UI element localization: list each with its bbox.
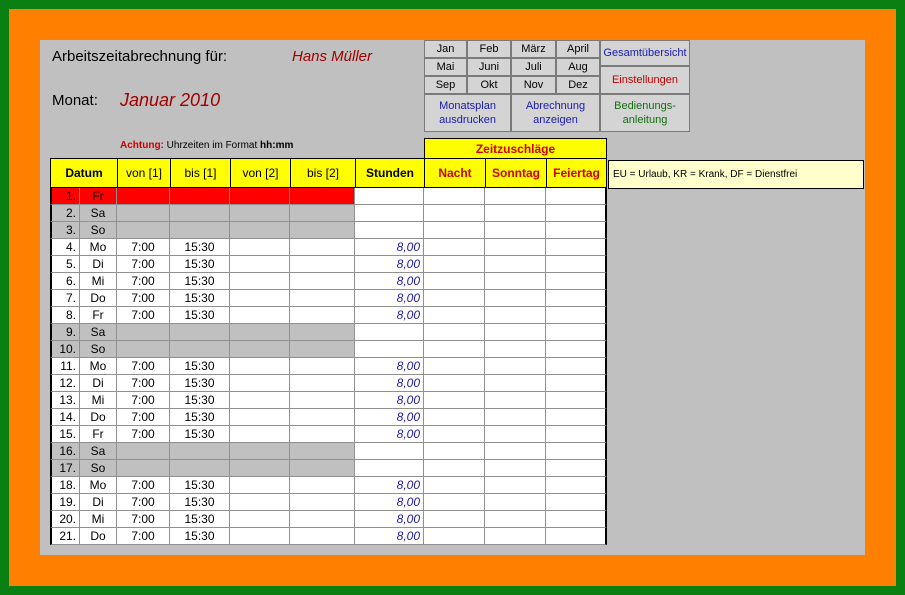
cell-von1[interactable] (117, 443, 170, 460)
cell-von1[interactable]: 7:00 (117, 358, 170, 375)
table-row (50, 528, 607, 545)
table-row (50, 239, 607, 256)
cell-weekday[interactable]: So (80, 222, 117, 239)
cell-von1[interactable] (117, 460, 170, 477)
cell-day[interactable]: 1. (50, 188, 80, 205)
print-plan-label-1: Monatsplan (439, 100, 496, 112)
cell-feiertag[interactable] (546, 273, 607, 290)
table-row (50, 307, 607, 324)
cell-sonntag[interactable] (485, 477, 546, 494)
table-row (50, 222, 607, 239)
warning-text: Uhrzeiten im Format (163, 140, 261, 151)
cell-nacht[interactable] (424, 460, 485, 477)
cell-nacht[interactable] (424, 273, 485, 290)
cell-feiertag[interactable] (546, 358, 607, 375)
settings-label: Einstellungen (611, 74, 679, 86)
table-row (50, 494, 607, 511)
month-button-2[interactable]: Feb (467, 40, 511, 58)
cell-von2[interactable] (230, 290, 290, 307)
cell-nacht[interactable] (424, 392, 485, 409)
cell-sonntag[interactable] (485, 375, 546, 392)
cell-von2[interactable] (230, 188, 290, 205)
cell-weekday[interactable]: Fr (80, 426, 117, 443)
cell-bis2[interactable] (290, 528, 355, 545)
cell-weekday[interactable]: So (80, 341, 117, 358)
cell-hours[interactable] (355, 460, 424, 477)
cell-von1[interactable]: 7:00 (117, 307, 170, 324)
table-row (50, 324, 607, 341)
cell-von1[interactable]: 7:00 (117, 273, 170, 290)
cell-sonntag[interactable] (485, 511, 546, 528)
cell-nacht[interactable] (424, 494, 485, 511)
cell-hours[interactable]: 8,00 (355, 273, 424, 290)
format-warning (120, 140, 293, 151)
cell-sonntag[interactable] (485, 222, 546, 239)
cell-bis1[interactable]: 15:30 (170, 358, 230, 375)
table-row (50, 460, 607, 477)
manual-label-1: Bedienungs- (614, 100, 676, 112)
table-row (50, 477, 607, 494)
header-feiertag: Feiertag (546, 158, 607, 188)
cell-von1[interactable] (117, 188, 170, 205)
cell-day[interactable]: 2. (50, 205, 80, 222)
month-button-12[interactable]: Dez (556, 76, 600, 94)
cell-von2[interactable] (230, 477, 290, 494)
cell-bis2[interactable] (290, 324, 355, 341)
month-button-10[interactable]: Okt (467, 76, 511, 94)
month-button-6[interactable]: Juni (467, 58, 511, 76)
cell-feiertag[interactable] (546, 494, 607, 511)
cell-bis2[interactable] (290, 511, 355, 528)
cell-feiertag[interactable] (546, 222, 607, 239)
month-button-4[interactable]: April (556, 40, 600, 58)
title-label: Arbeitszeitabrechnung für: (52, 48, 228, 65)
cell-bis1[interactable] (170, 222, 230, 239)
cell-bis2[interactable] (290, 239, 355, 256)
cell-hours[interactable]: 8,00 (355, 358, 424, 375)
cell-feiertag[interactable] (546, 324, 607, 341)
cell-von2[interactable] (230, 341, 290, 358)
cell-day[interactable]: 9. (50, 324, 80, 341)
cell-von2[interactable] (230, 222, 290, 239)
cell-weekday[interactable]: Sa (80, 443, 117, 460)
table-row (50, 341, 607, 358)
cell-nacht[interactable] (424, 239, 485, 256)
legend-box: EU = Urlaub, KR = Krank, DF = Dienstfrei (608, 160, 864, 189)
cell-bis2[interactable] (290, 358, 355, 375)
cell-bis1[interactable]: 15:30 (170, 477, 230, 494)
cell-day[interactable]: 14. (50, 409, 80, 426)
cell-weekday[interactable]: Do (80, 528, 117, 545)
cell-feiertag[interactable] (546, 341, 607, 358)
cell-bis2[interactable] (290, 273, 355, 290)
cell-bis2[interactable] (290, 256, 355, 273)
cell-hours[interactable] (355, 443, 424, 460)
cell-weekday[interactable]: Di (80, 494, 117, 511)
employee-name[interactable]: Hans Müller (292, 48, 373, 65)
cell-feiertag[interactable] (546, 528, 607, 545)
manual-button[interactable] (600, 94, 690, 132)
cell-weekday[interactable]: Mo (80, 358, 117, 375)
cell-hours[interactable] (355, 324, 424, 341)
cell-bis1[interactable]: 15:30 (170, 290, 230, 307)
cell-bis1[interactable]: 15:30 (170, 239, 230, 256)
cell-hours[interactable]: 8,00 (355, 392, 424, 409)
cell-day[interactable]: 15. (50, 426, 80, 443)
cell-feiertag[interactable] (546, 477, 607, 494)
cell-day[interactable]: 10. (50, 341, 80, 358)
table-row (50, 511, 607, 528)
cell-bis2[interactable] (290, 426, 355, 443)
cell-von2[interactable] (230, 392, 290, 409)
cell-von2[interactable] (230, 511, 290, 528)
header-bis2: bis [2] (290, 158, 356, 188)
cell-nacht[interactable] (424, 511, 485, 528)
cell-von1[interactable]: 7:00 (117, 477, 170, 494)
cell-nacht[interactable] (424, 324, 485, 341)
cell-day[interactable]: 13. (50, 392, 80, 409)
cell-weekday[interactable]: Mi (80, 273, 117, 290)
cell-day[interactable]: 16. (50, 443, 80, 460)
cell-nacht[interactable] (424, 188, 485, 205)
cell-feiertag[interactable] (546, 205, 607, 222)
cell-feiertag[interactable] (546, 290, 607, 307)
table-row (50, 443, 607, 460)
cell-hours[interactable]: 8,00 (355, 477, 424, 494)
cell-hours[interactable]: 8,00 (355, 528, 424, 545)
cell-bis1[interactable]: 15:30 (170, 392, 230, 409)
cell-von1[interactable]: 7:00 (117, 392, 170, 409)
cell-sonntag[interactable] (485, 188, 546, 205)
cell-von1[interactable]: 7:00 (117, 375, 170, 392)
cell-bis2[interactable] (290, 477, 355, 494)
manual-label-2: anleitung (622, 114, 668, 126)
cell-nacht[interactable] (424, 477, 485, 494)
month-button-5[interactable]: Mai (424, 58, 467, 76)
cell-bis2[interactable] (290, 341, 355, 358)
cell-feiertag[interactable] (546, 443, 607, 460)
cell-bis2[interactable] (290, 392, 355, 409)
cell-weekday[interactable]: Mi (80, 511, 117, 528)
cell-von2[interactable] (230, 205, 290, 222)
cell-bis1[interactable] (170, 205, 230, 222)
cell-day[interactable]: 3. (50, 222, 80, 239)
cell-sonntag[interactable] (485, 460, 546, 477)
table-row (50, 375, 607, 392)
month-label: Monat: (52, 92, 98, 109)
cell-bis2[interactable] (290, 307, 355, 324)
cell-von2[interactable] (230, 358, 290, 375)
cell-day[interactable]: 7. (50, 290, 80, 307)
cell-hours[interactable]: 8,00 (355, 290, 424, 307)
cell-bis2[interactable] (290, 290, 355, 307)
cell-von2[interactable] (230, 409, 290, 426)
cell-von2[interactable] (230, 256, 290, 273)
cell-bis1[interactable]: 15:30 (170, 307, 230, 324)
cell-feiertag[interactable] (546, 392, 607, 409)
cell-weekday[interactable]: Do (80, 409, 117, 426)
cell-bis1[interactable] (170, 188, 230, 205)
cell-hours[interactable]: 8,00 (355, 256, 424, 273)
header-zeitzuschlaege: Zeitzuschläge (424, 138, 607, 159)
table-row (50, 290, 607, 307)
show-billing-label-2: anzeigen (533, 114, 578, 126)
cell-day[interactable]: 11. (50, 358, 80, 375)
cell-weekday[interactable]: Mo (80, 239, 117, 256)
cell-hours[interactable]: 8,00 (355, 494, 424, 511)
cell-nacht[interactable] (424, 222, 485, 239)
cell-von2[interactable] (230, 239, 290, 256)
cell-hours[interactable]: 8,00 (355, 307, 424, 324)
cell-day[interactable]: 20. (50, 511, 80, 528)
cell-bis2[interactable] (290, 188, 355, 205)
table-row (50, 188, 607, 205)
cell-feiertag[interactable] (546, 426, 607, 443)
cell-weekday[interactable]: Mo (80, 477, 117, 494)
cell-von1[interactable]: 7:00 (117, 511, 170, 528)
cell-von2[interactable] (230, 375, 290, 392)
table-row (50, 392, 607, 409)
cell-day[interactable]: 4. (50, 239, 80, 256)
header-bis1: bis [1] (170, 158, 231, 188)
table-row (50, 273, 607, 290)
overview-label: Gesamtübersicht (603, 47, 687, 59)
header-von2: von [2] (230, 158, 291, 188)
table-row (50, 409, 607, 426)
cell-sonntag[interactable] (485, 205, 546, 222)
spreadsheet-area (40, 40, 865, 555)
cell-bis1[interactable]: 15:30 (170, 494, 230, 511)
cell-hours[interactable] (355, 188, 424, 205)
overview-button[interactable] (600, 40, 690, 66)
header-datum: Datum (50, 158, 118, 188)
cell-bis2[interactable] (290, 375, 355, 392)
cell-bis1[interactable]: 15:30 (170, 256, 230, 273)
cell-nacht[interactable] (424, 426, 485, 443)
cell-von2[interactable] (230, 460, 290, 477)
cell-bis1[interactable]: 15:30 (170, 426, 230, 443)
cell-sonntag[interactable] (485, 273, 546, 290)
cell-weekday[interactable]: So (80, 460, 117, 477)
cell-von1[interactable]: 7:00 (117, 256, 170, 273)
cell-hours[interactable]: 8,00 (355, 375, 424, 392)
cell-feiertag[interactable] (546, 188, 607, 205)
cell-bis1[interactable] (170, 324, 230, 341)
cell-nacht[interactable] (424, 341, 485, 358)
table-row (50, 256, 607, 273)
cell-nacht[interactable] (424, 307, 485, 324)
show-billing-label-1: Abrechnung (525, 100, 586, 112)
cell-feiertag[interactable] (546, 307, 607, 324)
cell-bis2[interactable] (290, 205, 355, 222)
month-button-8[interactable]: Aug (556, 58, 600, 76)
cell-nacht[interactable] (424, 205, 485, 222)
cell-bis2[interactable] (290, 494, 355, 511)
cell-von1[interactable]: 7:00 (117, 239, 170, 256)
cell-weekday[interactable]: Sa (80, 324, 117, 341)
cell-sonntag[interactable] (485, 494, 546, 511)
cell-bis1[interactable]: 15:30 (170, 528, 230, 545)
cell-day[interactable]: 17. (50, 460, 80, 477)
cell-sonntag[interactable] (485, 409, 546, 426)
cell-sonntag[interactable] (485, 528, 546, 545)
cell-von2[interactable] (230, 528, 290, 545)
cell-hours[interactable]: 8,00 (355, 426, 424, 443)
cell-nacht[interactable] (424, 443, 485, 460)
cell-weekday[interactable]: Fr (80, 307, 117, 324)
cell-weekday[interactable]: Do (80, 290, 117, 307)
cell-feiertag[interactable] (546, 239, 607, 256)
table-row (50, 358, 607, 375)
cell-von1[interactable]: 7:00 (117, 494, 170, 511)
cell-bis1[interactable] (170, 460, 230, 477)
month-button-3[interactable]: März (511, 40, 556, 58)
cell-hours[interactable]: 8,00 (355, 511, 424, 528)
cell-day[interactable]: 6. (50, 273, 80, 290)
cell-bis1[interactable]: 15:30 (170, 273, 230, 290)
print-plan-button[interactable] (424, 94, 511, 132)
cell-bis2[interactable] (290, 460, 355, 477)
cell-bis1[interactable] (170, 341, 230, 358)
cell-sonntag[interactable] (485, 256, 546, 273)
cell-day[interactable]: 21. (50, 528, 80, 545)
cell-nacht[interactable] (424, 409, 485, 426)
cell-sonntag[interactable] (485, 290, 546, 307)
cell-von1[interactable]: 7:00 (117, 290, 170, 307)
show-billing-button[interactable] (511, 94, 600, 132)
cell-nacht[interactable] (424, 375, 485, 392)
cell-bis1[interactable]: 15:30 (170, 409, 230, 426)
month-value[interactable]: Januar 2010 (120, 90, 221, 110)
cell-nacht[interactable] (424, 256, 485, 273)
cell-hours[interactable] (355, 341, 424, 358)
cell-feiertag[interactable] (546, 460, 607, 477)
cell-weekday[interactable]: Fr (80, 188, 117, 205)
cell-hours[interactable]: 8,00 (355, 409, 424, 426)
month-button-11[interactable]: Nov (511, 76, 556, 94)
cell-von2[interactable] (230, 443, 290, 460)
cell-feiertag[interactable] (546, 256, 607, 273)
month-button-9[interactable]: Sep (424, 76, 467, 94)
cell-nacht[interactable] (424, 358, 485, 375)
cell-bis1[interactable]: 15:30 (170, 511, 230, 528)
cell-day[interactable]: 5. (50, 256, 80, 273)
month-button-7[interactable]: Juli (511, 58, 556, 76)
settings-button[interactable] (600, 66, 690, 94)
print-plan-label-2: ausdrucken (439, 114, 496, 126)
cell-sonntag[interactable] (485, 341, 546, 358)
cell-hours[interactable] (355, 205, 424, 222)
cell-von1[interactable] (117, 222, 170, 239)
cell-feiertag[interactable] (546, 375, 607, 392)
month-button-1[interactable]: Jan (424, 40, 467, 58)
cell-von1[interactable] (117, 341, 170, 358)
cell-bis1[interactable]: 15:30 (170, 375, 230, 392)
header-sonntag: Sonntag (485, 158, 547, 188)
cell-bis2[interactable] (290, 443, 355, 460)
table-row (50, 205, 607, 222)
cell-von2[interactable] (230, 273, 290, 290)
cell-von1[interactable]: 7:00 (117, 528, 170, 545)
cell-feiertag[interactable] (546, 409, 607, 426)
cell-sonntag[interactable] (485, 307, 546, 324)
header-nacht: Nacht (424, 158, 486, 188)
header-stunden: Stunden (355, 158, 425, 188)
header-von1: von [1] (117, 158, 171, 188)
cell-von2[interactable] (230, 426, 290, 443)
cell-feiertag[interactable] (546, 511, 607, 528)
cell-weekday[interactable]: Di (80, 375, 117, 392)
cell-von1[interactable]: 7:00 (117, 409, 170, 426)
cell-bis1[interactable] (170, 443, 230, 460)
cell-nacht[interactable] (424, 290, 485, 307)
cell-bis2[interactable] (290, 222, 355, 239)
cell-bis2[interactable] (290, 409, 355, 426)
cell-hours[interactable]: 8,00 (355, 239, 424, 256)
cell-sonntag[interactable] (485, 392, 546, 409)
cell-sonntag[interactable] (485, 239, 546, 256)
cell-von1[interactable] (117, 205, 170, 222)
cell-weekday[interactable]: Sa (80, 205, 117, 222)
cell-sonntag[interactable] (485, 324, 546, 341)
cell-von1[interactable] (117, 324, 170, 341)
cell-von2[interactable] (230, 494, 290, 511)
cell-sonntag[interactable] (485, 443, 546, 460)
cell-sonntag[interactable] (485, 358, 546, 375)
warning-prefix: Achtung: (120, 140, 164, 151)
cell-nacht[interactable] (424, 528, 485, 545)
cell-weekday[interactable]: Di (80, 256, 117, 273)
cell-von2[interactable] (230, 307, 290, 324)
cell-weekday[interactable]: Mi (80, 392, 117, 409)
cell-hours[interactable] (355, 222, 424, 239)
cell-von2[interactable] (230, 324, 290, 341)
table-row (50, 426, 607, 443)
cell-day[interactable]: 18. (50, 477, 80, 494)
warning-format: hh:mm (260, 140, 294, 151)
cell-day[interactable]: 12. (50, 375, 80, 392)
cell-sonntag[interactable] (485, 426, 546, 443)
cell-day[interactable]: 19. (50, 494, 80, 511)
cell-von1[interactable]: 7:00 (117, 426, 170, 443)
cell-day[interactable]: 8. (50, 307, 80, 324)
